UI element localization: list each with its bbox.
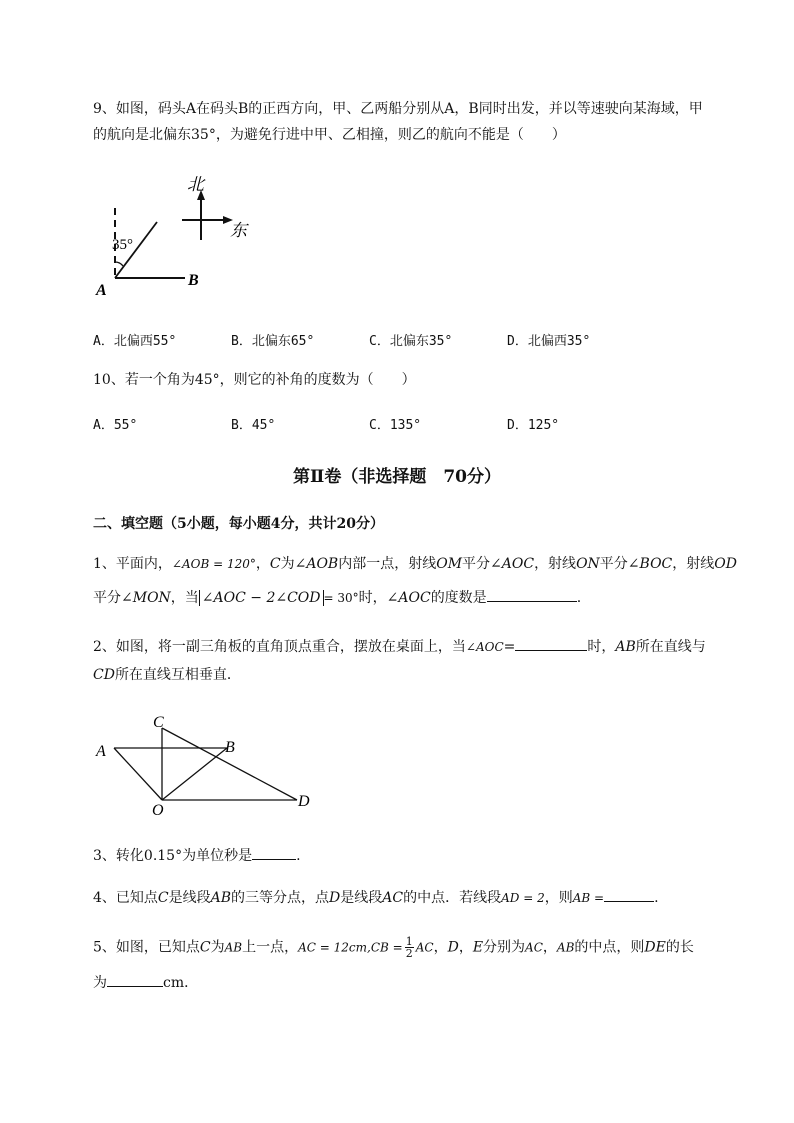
fill2-line1: 2、如图，将一副三角板的直角顶点重合，摆放在桌面上，当∠AOC= 时，AB所在直线与 <box>93 636 706 658</box>
fill1-line1: 1、平面内，∠AOB = 120°，C为∠AOB内部一点，射线OM平分∠AOC，射线ON平分∠BOC，射线OD <box>93 556 737 572</box>
label-D: D <box>298 793 310 810</box>
q10-text: 10、若一个角为45°，则它的补角的度数为（ ） <box>93 372 416 388</box>
q9-option-d[interactable]: D．北偏西35° <box>507 334 591 349</box>
fill3-text: 3、转化0.15°为单位秒是 . <box>93 845 301 867</box>
q10-option-b[interactable]: B．45° <box>231 418 276 433</box>
fraction-one-half: $\frac{1}{2}$ <box>405 935 413 960</box>
label-O: O <box>152 802 164 819</box>
fill4-text: 4、已知点C是线段AB的三等分点，点D是线段AC的中点．若线段AD = 2，则AB = . <box>93 887 659 909</box>
point-B-label: B <box>188 272 199 289</box>
north-label: 北 <box>187 175 204 194</box>
fill2-figure <box>92 708 322 823</box>
fill5-answer-blank[interactable] <box>107 972 163 987</box>
fill2-line2: CD所在直线互相垂直． <box>93 667 241 683</box>
segment-OB <box>162 748 227 800</box>
segment-AO <box>114 748 162 800</box>
label-B: B <box>225 739 235 756</box>
fill1-line2: 平分∠MON，当 ∠AOC − 2∠COD = 30°时，∠AOC的度数是 . <box>93 587 581 609</box>
fill3-answer-blank[interactable] <box>252 845 296 860</box>
fill1-answer-blank[interactable] <box>487 587 577 602</box>
q9-option-b[interactable]: B．北偏东65° <box>231 334 315 349</box>
q10-option-a[interactable]: A．55° <box>93 418 138 433</box>
angle-label: 35° <box>112 237 133 253</box>
q9-text-line1: 9、如图，码头A在码头B的正西方向，甲、乙两船分别从A，B同时出发，并以等速驶向某海域，甲 <box>93 101 703 117</box>
east-label: 东 <box>230 221 247 240</box>
q9-option-a[interactable]: A．北偏西55° <box>93 334 177 349</box>
point-A-label: A <box>96 282 107 299</box>
section-heading: 二、填空题（5小题，每小题4分，共计20分） <box>93 516 384 532</box>
label-A: A <box>96 743 106 760</box>
part2-title: 第Ⅱ卷（非选择题 70分） <box>293 467 501 487</box>
q9-figure <box>90 170 260 305</box>
q10-option-d[interactable]: D．125° <box>507 418 560 433</box>
q9-option-c[interactable]: C．北偏东35° <box>369 334 453 349</box>
angle-arc <box>115 262 123 266</box>
fill4-answer-blank[interactable] <box>604 887 654 902</box>
fill5-line1: 5、如图，已知点C为AB上一点，AC = 12cm,CB = $\frac{1}{2}$ AC，D，E分别为AC，AB的中点，则DE的长 <box>93 935 694 960</box>
fill5-line2: 为 cm． <box>93 972 198 994</box>
q10-option-c[interactable]: C．135° <box>369 418 422 433</box>
fill2-answer-blank[interactable] <box>515 636 587 651</box>
label-C: C <box>153 714 164 731</box>
q9-text-line2: 的航向是北偏东35°，为避免行进中甲、乙相撞，则乙的航向不能是（ ） <box>93 127 566 143</box>
